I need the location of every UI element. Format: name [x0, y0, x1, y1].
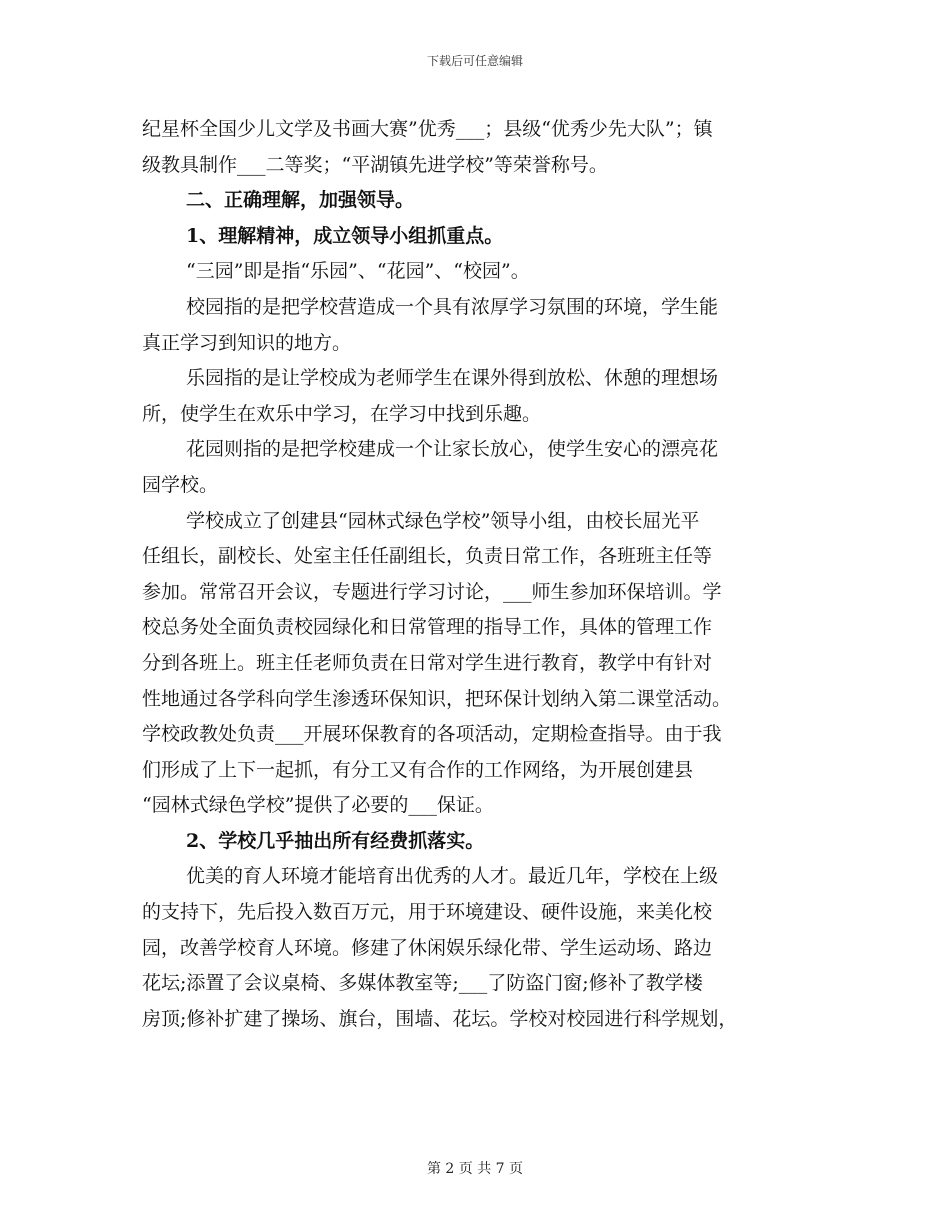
text-line: 房顶;修补扩建了操场、旗台，围墙、花坛。学校对校园进行科学规划，	[142, 1007, 738, 1030]
paragraph-line: 校园指的是把学校营造成一个具有浓厚学习氛围的环境，学生能	[186, 295, 719, 318]
paragraph-line: 乐园指的是让学校成为老师学生在课外得到放松、休憩的理想场	[186, 367, 719, 390]
text-line: 们形成了上下一起抓，有分工又有合作的工作网络，为开展创建县	[142, 758, 694, 781]
text-line: 所，使学生在欢乐中学习，在学习中找到乐趣。	[142, 402, 542, 425]
text-line: 纪星杯全国少儿文学及书画大赛”优秀___；县级“优秀少先大队”；镇	[142, 118, 713, 140]
paragraph-line: 花园则指的是把学校建成一个让家长放心，使学生安心的漂亮花	[186, 438, 719, 461]
text-line: 园，改善学校育人环境。修建了休闲娱乐绿化带、学生运动场、路边	[142, 936, 713, 959]
paragraph-line: “三园”即是指“乐园”、“花园”、“校园”。	[186, 260, 530, 283]
text-line: 学校政教处负责___开展环保教育的各项活动，定期检查指导。由于我	[142, 723, 722, 746]
text-line: 分到各班上。班主任老师负责在日常对学生进行教育，教学中有针对	[142, 651, 713, 674]
text-line: 性地通过各学科向学生渗透环保知识，把环保计划纳入第二课堂活动。	[142, 687, 732, 710]
text-line: “园林式绿色学校”提供了必要的___保证。	[142, 794, 494, 817]
section-heading: 二、正确理解，加强领导。	[186, 189, 415, 212]
text-line: 参加。常常召开会议，专题进行学习讨论，___师生参加环保培训。学	[142, 580, 722, 603]
text-line: 园学校。	[142, 473, 219, 496]
text-line: 任组长，副校长、处室主任任副组长，负责日常工作，各班班主任等	[142, 545, 713, 568]
page-header: 下载后可任意编辑	[426, 54, 523, 68]
paragraph-line: 学校成立了创建县“园林式绿色学校”领导小组，由校长屈光平	[186, 509, 700, 532]
text-line: 真正学习到知识的地方。	[142, 331, 352, 354]
document-body	[142, 112, 822, 1037]
text-line: 的支持下，先后投入数百万元，用于环境建设、硬件设施，来美化校	[142, 901, 713, 924]
subsection-heading: 1、理解精神，成立领导小组抓重点。	[186, 224, 504, 247]
subsection-heading: 2、学校几乎抽出所有经费抓落实。	[186, 829, 485, 852]
text-line: 校总务处全面负责校园绿化和日常管理的指导工作，具体的管理工作	[142, 616, 713, 639]
text-line: 级教具制作___二等奖；“平湖镇先进学校”等荣誉称号。	[142, 153, 608, 176]
page-number: 第 2 页 共 7 页	[426, 1161, 524, 1177]
paragraph-line: 优美的育人环境才能培育出优秀的人才。最近几年，学校在上级	[186, 865, 719, 888]
text-line: 花坛;添置了会议桌椅、多媒体教室等;___了防盗门窗;修补了教学楼	[142, 972, 703, 995]
